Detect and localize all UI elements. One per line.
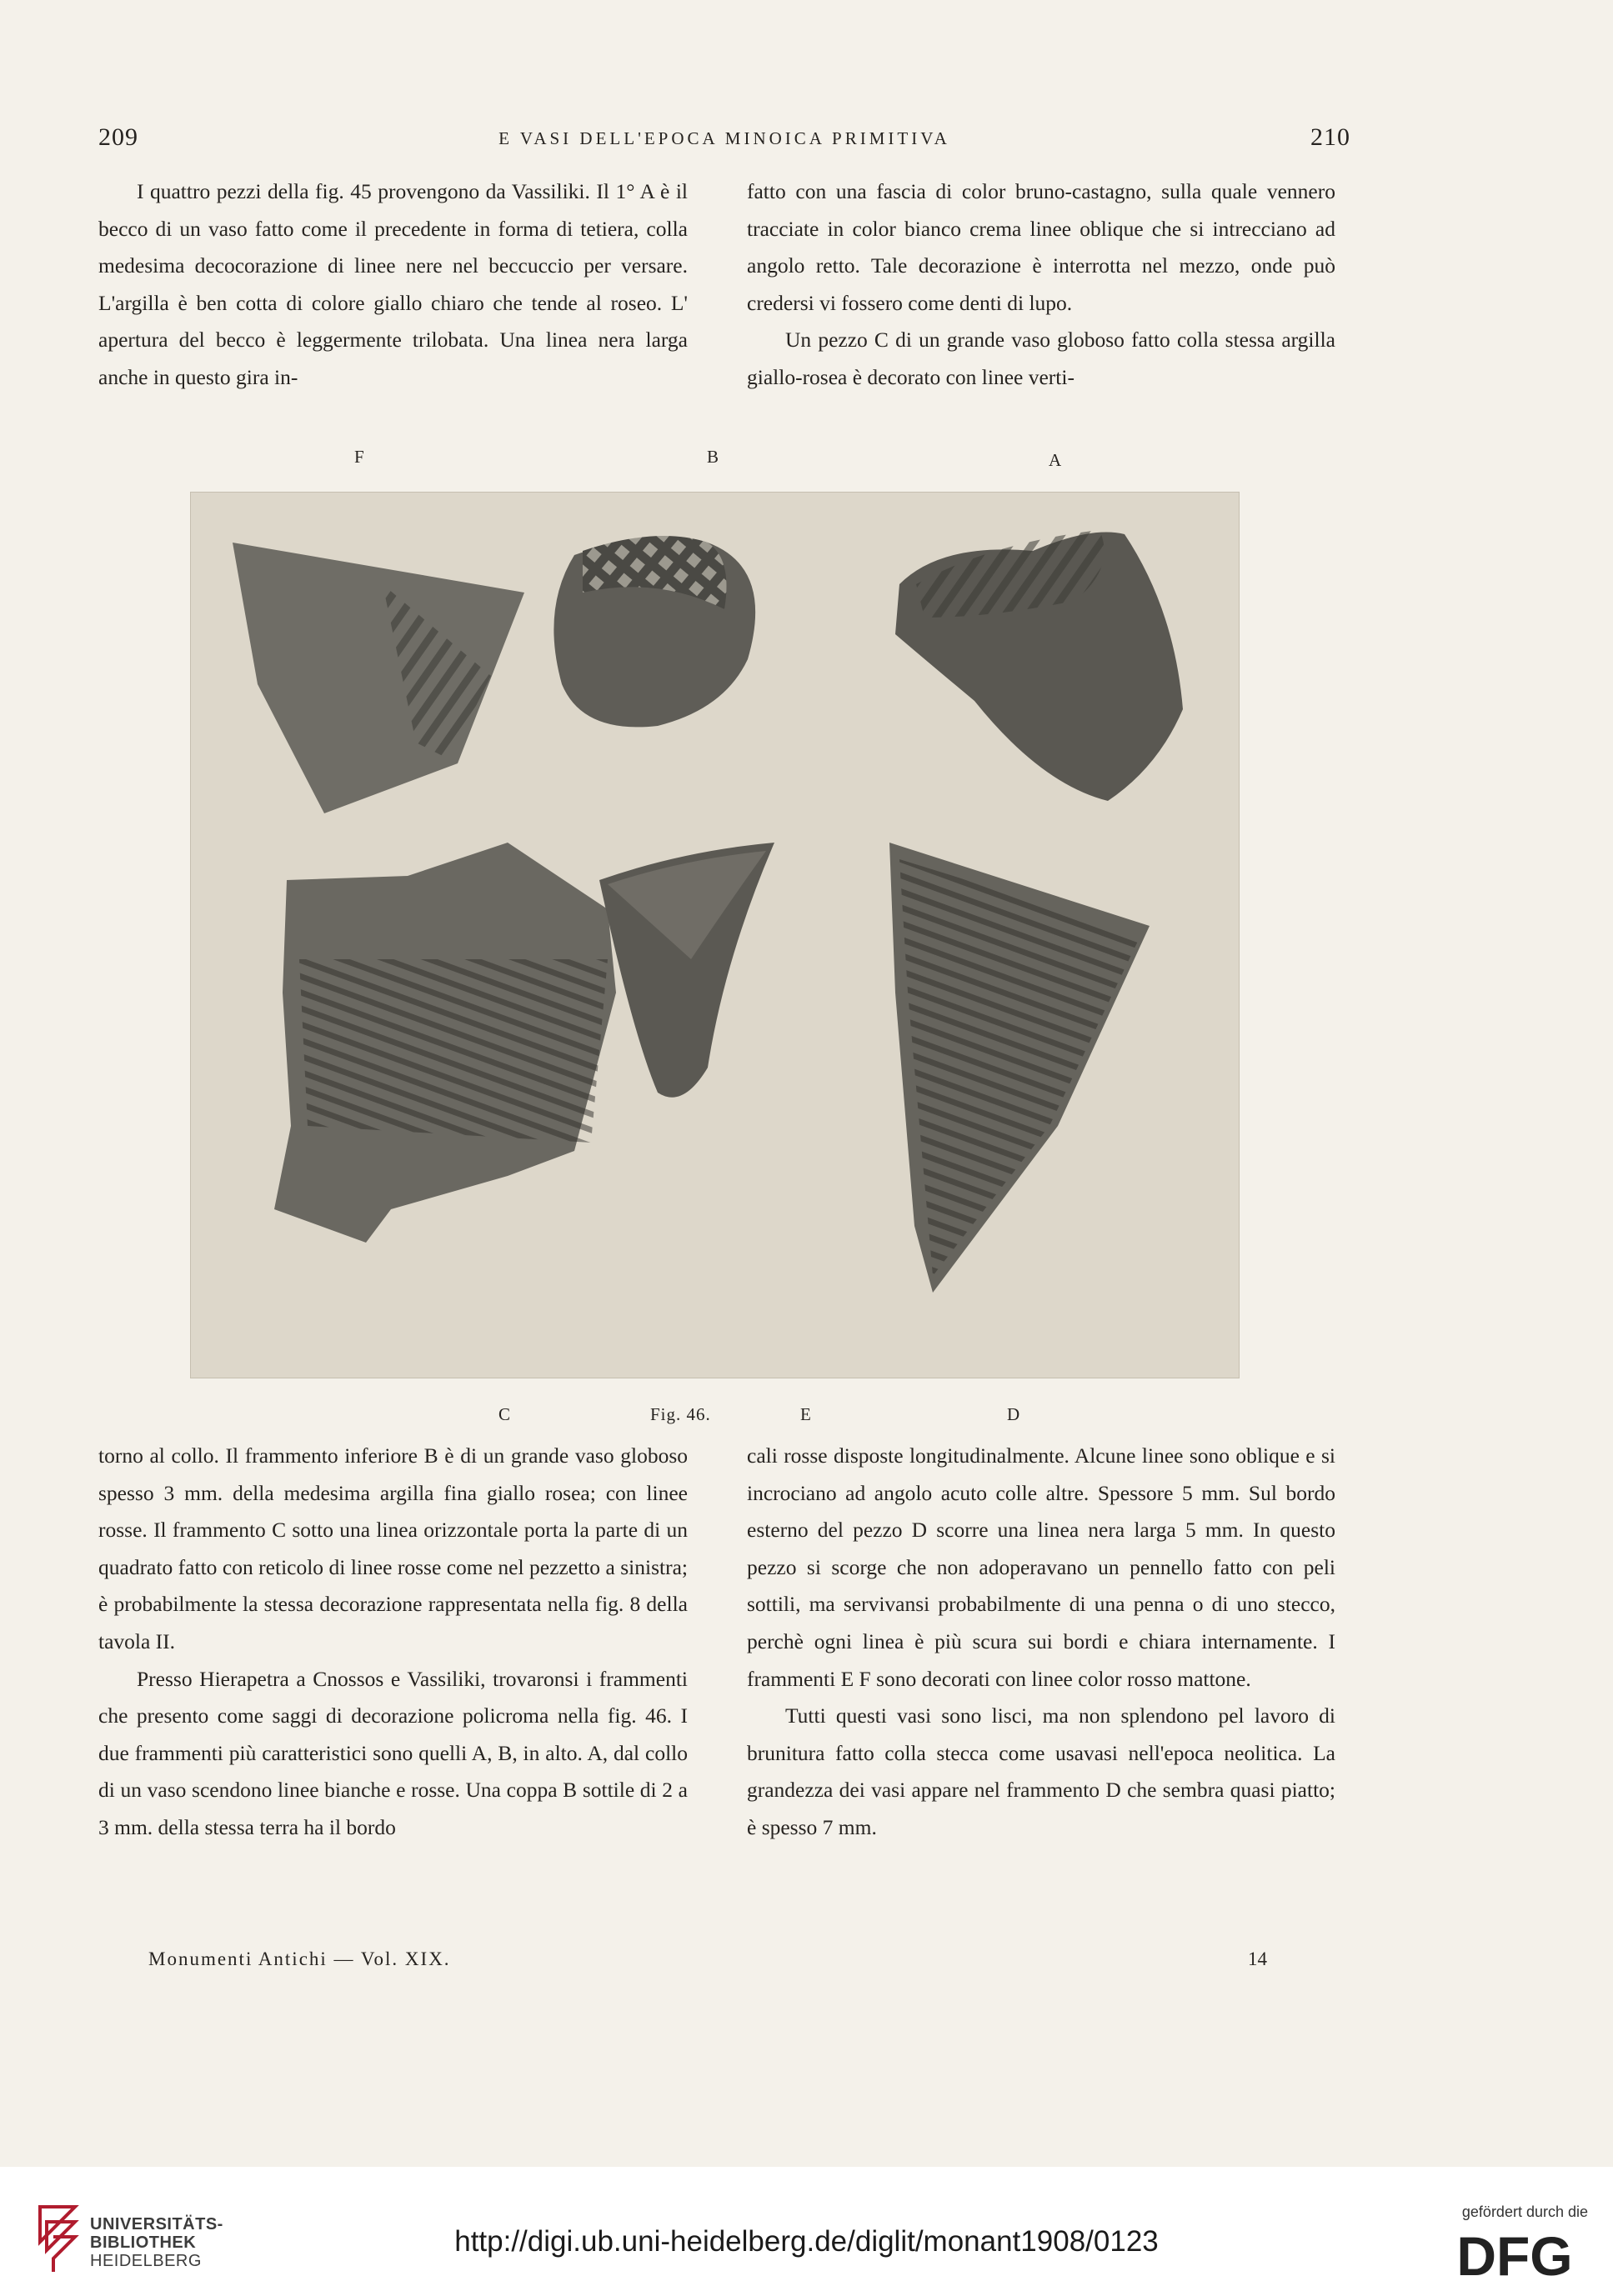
paragraph: fatto con una fascia di color bruno-castagno, sulla quale vennero tracciate in color bianco crema linee oblique che si intrecciano ad angolo retto. Tale decorazione è interrotta nel mezzo, onde può credersi vi fossero come denti di lupo. <box>747 179 1335 315</box>
paragraph: cali rosse disposte longitudinalmente. Alcune linee sono oblique e si incrociano ad angolo acuto colle altre. Spessore 5 mm. Sul bordo esterno del pezzo D scorre una linea nera larga 5 mm. In questo pezzo si scorge che non adoperavano un pennello fatto con peli sottili, ma servivansi probabilmente di una penna o di uno stecco, perchè ogni linea è più scura sui bordi e chiara internamente. I frammenti E F sono decorati con linee color rosso mattone. <box>747 1443 1335 1691</box>
fragment-label-f: F <box>354 447 364 467</box>
right-page-number: 210 <box>1310 123 1350 151</box>
top-right-column <box>747 173 1335 397</box>
digitization-bar <box>0 2167 1613 2296</box>
dfg-logo-icon <box>1440 2225 1590 2283</box>
paragraph: Un pezzo C di un grande vaso globoso fatto colla stessa argilla giallo-rosea è decorato con linee verti- <box>747 328 1335 389</box>
fragment-label-a: A <box>1049 450 1062 470</box>
top-left-column <box>98 173 688 397</box>
signature-mark: 14 <box>1248 1948 1267 1969</box>
paragraph: I quattro pezzi della fig. 45 provengono da Vassiliki. Il 1° A è il becco di un vaso fatto come il precedente in forma di tetiera, colla medesima decocorazione di linee nere nel beccuccio per versare. L'argilla è ben cotta di colore giallo chiaro che tende al roseo. L' apertura del becco è leggermente trilobata. Una linea nera larga anche in questo gira in- <box>98 179 688 389</box>
fragment-label-e: E <box>800 1404 811 1424</box>
paragraph: Tutti questi vasi sono lisci, ma non splendono pel lavoro di brunitura fatto colla stecca come usavasi nell'epoca neolitica. La grandezza dei vasi appare nel frammento D che sembra quasi piatto; è spesso 7 mm. <box>747 1703 1335 1839</box>
fragment-f-shape <box>233 543 524 813</box>
fragment-b-shape <box>554 536 755 727</box>
fragment-d-shape <box>889 843 1150 1293</box>
journal-title: Monumenti Antichi — Vol. XIX. <box>148 1948 451 1969</box>
left-page-number: 209 <box>98 123 138 151</box>
figure-plate <box>190 492 1240 1378</box>
figure-caption: Fig. 46. <box>650 1404 711 1424</box>
page-footer <box>98 1948 1350 1978</box>
fragment-label-b: B <box>707 447 719 467</box>
fragment-a-shape <box>895 530 1183 801</box>
bottom-right-column <box>747 1438 1335 1847</box>
running-title: E VASI DELL'EPOCA MINOICA PRIMITIVA <box>498 128 950 148</box>
funding-note: gefördert durch die <box>1461 2203 1588 2220</box>
library-name-line: BIBLIOTHEK <box>90 2233 197 2252</box>
library-name-line: HEIDELBERG <box>90 2252 202 2270</box>
fragment-label-c: C <box>498 1404 511 1424</box>
paragraph: torno al collo. Il frammento inferiore B è di un grande vaso globoso spesso 3 mm. della medesima argilla fina giallo rosea; con linee rosse. Il frammento C sotto una linea orizzontale porta la parte di un quadrato fatto con reticolo di linee rosse come nel pezzetto a sinistra; è probabilmente la stessa decorazione rappresentata nella fig. 8 della tavola II. <box>98 1443 688 1653</box>
library-name-line: UNIVERSITÄTS- <box>90 2215 223 2233</box>
fragment-c-shape <box>274 843 616 1243</box>
running-head <box>98 123 1350 157</box>
fragment-label-d: D <box>1007 1404 1020 1424</box>
permalink-url[interactable]: http://digi.ub.uni-heidelberg.de/diglit/monant1908/0123 <box>454 2225 1159 2258</box>
fragment-e-shape <box>599 843 774 1098</box>
pottery-fragments-photo <box>191 493 1239 1378</box>
paragraph: Presso Hierapetra a Cnossos e Vassiliki, trovaronsi i frammenti che presento come saggi di decorazione policroma nella fig. 46. I due frammenti più caratteristici sono quelli A, B, in alto. A, dal collo di un vaso scendono linee bianche e rosse. Una coppa B sottile di 2 a 3 mm. della stessa terra ha il bordo <box>98 1666 688 1839</box>
bottom-left-column <box>98 1438 688 1847</box>
svg-text:DFG: DFG <box>1456 2225 1573 2283</box>
